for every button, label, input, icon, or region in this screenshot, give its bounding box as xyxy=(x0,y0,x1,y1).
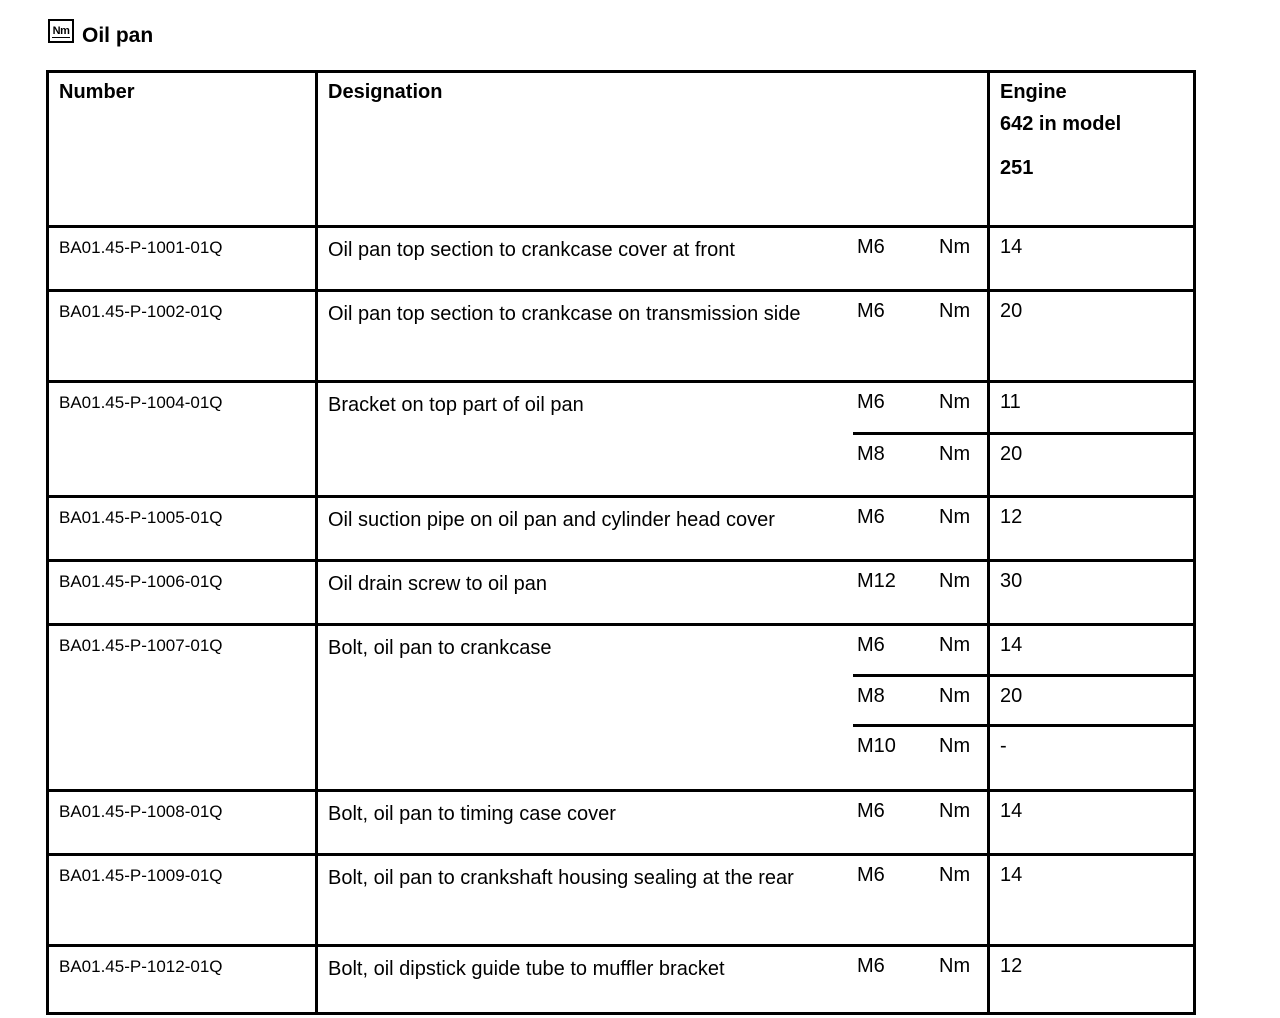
thread-size: M6 xyxy=(857,300,885,322)
spec-subrow xyxy=(853,626,987,674)
spec-subrow xyxy=(853,562,987,623)
torque-value: 14 xyxy=(1000,800,1023,822)
part-number-cell xyxy=(48,946,317,1014)
engine-value-cell xyxy=(989,382,1195,497)
part-number: BA01.45-P-1001-01Q xyxy=(59,238,223,257)
part-number: BA01.45-P-1009-01Q xyxy=(59,866,223,885)
torque-unit: Nm xyxy=(939,300,971,322)
designation-text: Bolt, oil pan to crankshaft housing sealing at the rear xyxy=(328,867,794,889)
value-subrow xyxy=(990,947,1193,1012)
table-row xyxy=(48,946,1195,1014)
designation-text: Bolt, oil dipstick guide tube to muffler bracket xyxy=(328,958,725,980)
table-row xyxy=(48,855,1195,946)
engine-value-cell xyxy=(989,791,1195,855)
designation-text: Oil drain screw to oil pan xyxy=(328,573,547,595)
spec-subrow xyxy=(853,228,987,289)
value-subrow xyxy=(990,228,1193,289)
designation-text: Oil pan top section to crankcase cover at front xyxy=(328,239,735,261)
table-row xyxy=(48,382,1195,497)
engine-value-cell xyxy=(989,497,1195,561)
header-designation: Designation xyxy=(317,72,989,227)
thread-size: M12 xyxy=(857,570,896,592)
designation-cell xyxy=(317,625,989,791)
table-row xyxy=(48,291,1195,382)
value-subrow xyxy=(990,562,1193,623)
engine-value-cell xyxy=(989,946,1195,1014)
header-number: Number xyxy=(48,72,317,227)
part-number-cell xyxy=(48,625,317,791)
spec-subrow xyxy=(853,947,987,1012)
table-row xyxy=(48,227,1195,291)
designation-cell xyxy=(317,946,989,1014)
spec-subrow xyxy=(853,292,987,380)
engine-value-cell xyxy=(989,227,1195,291)
torque-unit: Nm xyxy=(939,800,971,822)
spec-subrow xyxy=(853,724,987,789)
torque-unit: Nm xyxy=(939,236,971,258)
engine-value-cell xyxy=(989,625,1195,791)
value-subrow xyxy=(990,498,1193,559)
spec-subrow xyxy=(853,792,987,853)
value-subrow xyxy=(990,792,1193,853)
part-number: BA01.45-P-1005-01Q xyxy=(59,508,223,527)
value-subrow xyxy=(990,674,1193,724)
torque-unit: Nm xyxy=(939,634,971,656)
thread-size: M6 xyxy=(857,864,885,886)
thread-size: M8 xyxy=(857,443,885,465)
designation-text: Bolt, oil pan to crankcase xyxy=(328,637,552,659)
torque-value: 14 xyxy=(1000,634,1023,656)
torque-unit: Nm xyxy=(939,955,971,977)
designation-text: Bolt, oil pan to timing case cover xyxy=(328,803,616,825)
part-number-cell xyxy=(48,291,317,382)
part-number-cell xyxy=(48,561,317,625)
thread-size: M8 xyxy=(857,685,885,707)
engine-header-line2: 642 in model xyxy=(1000,113,1122,135)
page-title: Oil pan xyxy=(82,24,154,47)
designation-text: Oil suction pipe on oil pan and cylinder head cover xyxy=(328,509,775,531)
thread-size: M10 xyxy=(857,735,896,757)
table-row xyxy=(48,791,1195,855)
torque-value: 30 xyxy=(1000,570,1023,592)
part-number: BA01.45-P-1006-01Q xyxy=(59,572,223,591)
engine-header-line3: 251 xyxy=(1000,157,1034,179)
part-number-cell xyxy=(48,791,317,855)
designation-cell xyxy=(317,791,989,855)
spec-subrow xyxy=(853,432,987,495)
table-row xyxy=(48,561,1195,625)
torque-unit: Nm xyxy=(939,570,971,592)
torque-unit: Nm xyxy=(939,506,971,528)
part-number: BA01.45-P-1008-01Q xyxy=(59,802,223,821)
thread-size: M6 xyxy=(857,634,885,656)
torque-unit: Nm xyxy=(939,443,971,465)
designation-cell xyxy=(317,382,989,497)
torque-value: 12 xyxy=(1000,506,1023,528)
part-number-cell xyxy=(48,382,317,497)
value-subrow xyxy=(990,292,1193,380)
torque-nm-icon: Nm xyxy=(48,19,74,43)
torque-value: 20 xyxy=(1000,685,1023,707)
value-subrow xyxy=(990,383,1193,432)
torque-unit: Nm xyxy=(939,391,971,413)
designation-text: Oil pan top section to crankcase on transmission side xyxy=(328,303,801,325)
thread-size: M6 xyxy=(857,236,885,258)
torque-value: - xyxy=(1000,735,1007,757)
torque-unit: Nm xyxy=(939,685,971,707)
table-row xyxy=(48,497,1195,561)
designation-text: Bracket on top part of oil pan xyxy=(328,394,584,416)
value-subrow xyxy=(990,724,1193,789)
spec-subrow xyxy=(853,856,987,944)
part-number: BA01.45-P-1007-01Q xyxy=(59,636,223,655)
engine-header-line1: Engine xyxy=(1000,81,1067,103)
header-engine xyxy=(989,72,1195,227)
value-subrow xyxy=(990,432,1193,495)
torque-table xyxy=(46,70,1196,1015)
part-number: BA01.45-P-1004-01Q xyxy=(59,393,223,412)
spec-subrow xyxy=(853,674,987,724)
thread-size: M6 xyxy=(857,506,885,528)
spec-subrow xyxy=(853,383,987,432)
torque-value: 12 xyxy=(1000,955,1023,977)
spec-subrow xyxy=(853,498,987,559)
engine-value-cell xyxy=(989,561,1195,625)
part-number-cell xyxy=(48,855,317,946)
engine-value-cell xyxy=(989,291,1195,382)
designation-cell xyxy=(317,561,989,625)
torque-value: 20 xyxy=(1000,443,1023,465)
table-header-row xyxy=(48,72,1195,227)
part-number: BA01.45-P-1002-01Q xyxy=(59,302,223,321)
torque-unit: Nm xyxy=(939,864,971,886)
part-number-cell xyxy=(48,497,317,561)
engine-value-cell xyxy=(989,855,1195,946)
designation-cell xyxy=(317,497,989,561)
value-subrow xyxy=(990,856,1193,944)
torque-value: 14 xyxy=(1000,236,1023,258)
torque-value: 20 xyxy=(1000,300,1023,322)
torque-unit: Nm xyxy=(939,735,971,757)
page-heading xyxy=(48,18,153,50)
thread-size: M6 xyxy=(857,391,885,413)
thread-size: M6 xyxy=(857,955,885,977)
designation-cell xyxy=(317,291,989,382)
torque-value: 11 xyxy=(1000,391,1021,413)
torque-value: 14 xyxy=(1000,864,1023,886)
thread-size: M6 xyxy=(857,800,885,822)
value-subrow xyxy=(990,626,1193,674)
designation-cell xyxy=(317,227,989,291)
table-row xyxy=(48,625,1195,791)
designation-cell xyxy=(317,855,989,946)
part-number-cell xyxy=(48,227,317,291)
part-number: BA01.45-P-1012-01Q xyxy=(59,957,223,976)
